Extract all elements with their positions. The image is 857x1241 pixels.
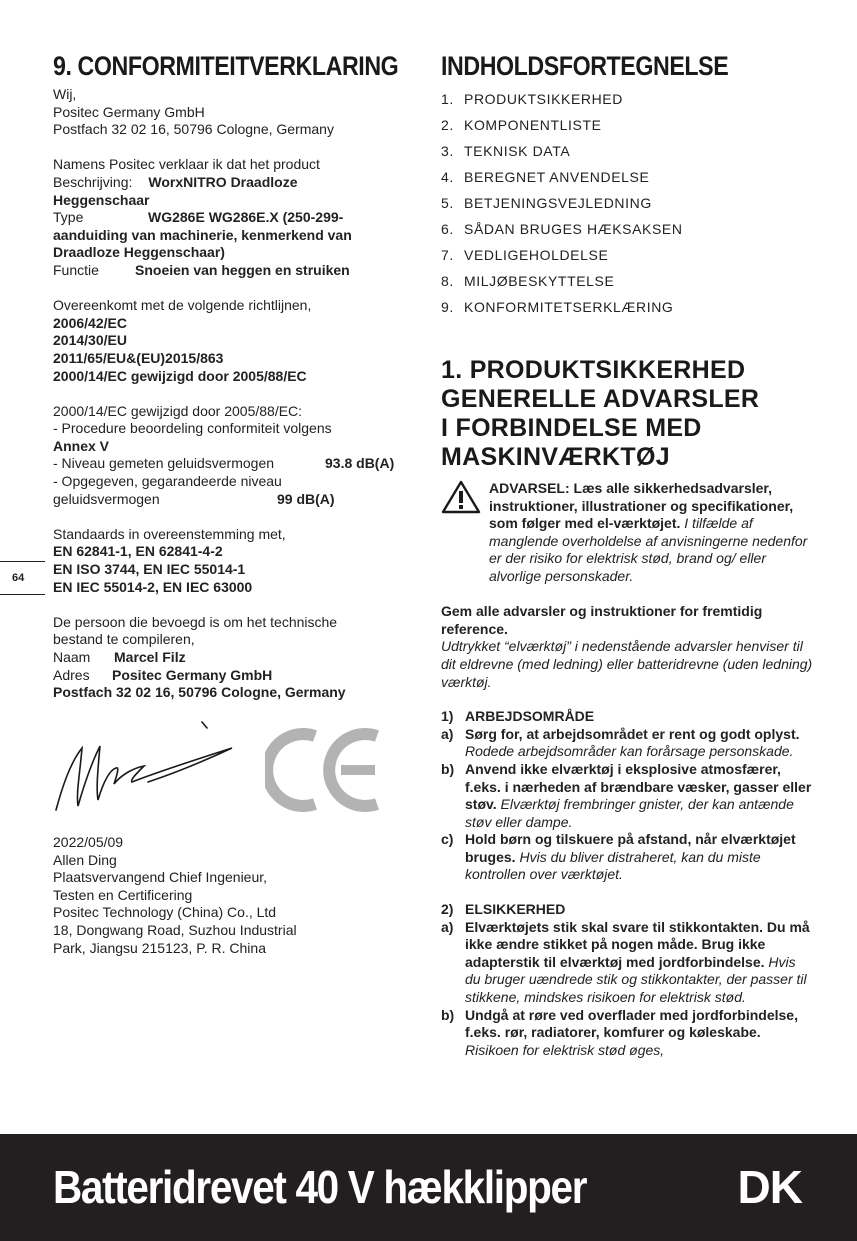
item-letter: b) [441, 1006, 455, 1023]
item-bold-text: Sørg for, at arbejdsområdet er rent og godt oplyst. [465, 725, 800, 742]
subsection-title: ELSIKKERHED [465, 901, 566, 918]
keep-instructions-text: Gem alle advarsler og instruktioner for fremtidig reference. [441, 603, 763, 637]
section-heading [441, 356, 813, 472]
name-value: Marcel Filz [114, 649, 186, 665]
person-intro: bestand te compileren, [53, 631, 195, 648]
sign-name: Allen Ding [53, 851, 117, 868]
list-item [441, 831, 813, 884]
toc-title: MILJØBESKYTTELSE [464, 273, 615, 289]
directive: 2006/42/EC [53, 314, 127, 331]
sign-company: Positec Technology (China) Co., Ltd [53, 904, 277, 921]
toc-item[interactable] [441, 164, 813, 190]
directive: 2014/30/EU [53, 332, 127, 349]
sign-title: Plaatsvervangend Chief Ingenieur, [53, 869, 268, 886]
address-line: Positec Germany GmbH [53, 103, 205, 120]
directive: 2000/14/EC gewijzigd door 2005/88/EC [53, 367, 307, 384]
item-bold-text: Anvend ikke elværktøj i eksplosive atmosfærer, f.eks. i nærheden af brændbare væsker, gasser eller støv. [465, 760, 812, 813]
type-value: Draadloze Heggenschaar) [53, 244, 225, 261]
footer-bar [0, 1134, 857, 1241]
section-heading-line: 1. PRODUKTSIKKERHED [441, 356, 746, 384]
item-bold-text: Hold børn og tilskuere på afstand, når elværktøjet bruges. [465, 831, 796, 865]
footer-language-code: DK [737, 1161, 802, 1213]
subsection-title: ARBEJDSOMRÅDE [465, 708, 595, 725]
toc-number: 2. [441, 117, 454, 133]
directives-intro: Overeenkomt met de volgende richtlijnen, [53, 297, 312, 314]
item-italic-text: Rodede arbejdsområder kan forårsage personskade. [465, 743, 794, 760]
standard: EN IEC 55014-2, EN IEC 63000 [53, 578, 253, 595]
list-item [441, 726, 813, 761]
item-bold-text: Elværktøjets stik skal svare til stikkontakten. Du må ikke ændre stikket på nogen måde. Brug ikke adapterstik til elværktøj med jordforbindelse. [465, 918, 810, 970]
noise-guaranteed-label: geluidsvermogen [53, 490, 160, 507]
noise-intro: 2000/14/EC gewijzigd door 2005/88/EC: [53, 402, 303, 419]
type-value: aanduiding van machinerie, kenmerkend van [53, 226, 352, 243]
toc-number: 7. [441, 247, 454, 263]
description-value: Heggenschaar [53, 191, 150, 208]
noise-guaranteed-row [53, 491, 418, 509]
toc-number: 9. [441, 299, 454, 315]
subsection-work-area [441, 708, 813, 726]
directive: 2011/65/EU&(EU)2015/863 [53, 349, 224, 366]
declare-text: Namens Positec verklaar ik dat het product [53, 156, 320, 173]
description-value: WorxNITRO Draadloze [148, 173, 298, 190]
standard: EN ISO 3744, EN IEC 55014-1 [53, 561, 246, 578]
safety-column [441, 52, 813, 1059]
item-italic-text: Risikoen for elektrisk stød øges, [465, 1041, 665, 1058]
noise-annex: Annex V [53, 437, 110, 454]
toc-heading: INDHOLDSFORTEGNELSE [441, 51, 729, 81]
subsection-electrical-safety [441, 901, 813, 919]
declaration-column [53, 52, 418, 702]
type-row [53, 209, 418, 227]
toc-number: 5. [441, 195, 454, 211]
toc-item[interactable] [441, 86, 813, 112]
toc-item[interactable] [441, 242, 813, 268]
toc-title: TEKNISK DATA [464, 143, 571, 159]
item-bold-text: Undgå at røre ved overflader med jordforbindelse, f.eks. rør, radiatorer, komfurer og køleskabe. [465, 1006, 798, 1041]
noise-measured-value: 93.8 dB(A) [325, 455, 395, 472]
section-heading-line: GENERELLE ADVARSLER [441, 385, 760, 413]
noise-guaranteed-label: - Opgegeven, gegarandeerde niveau [53, 473, 282, 490]
adres-label: Adres [53, 666, 90, 683]
toc-item[interactable] [441, 216, 813, 242]
toc-number: 8. [441, 273, 454, 289]
term-definition-text: Udtrykket “elværktøj” i nedenstående advarsler henviser til dit eldrevne (med ledning) eller batteridrevne (uden ledning) værktøj. [441, 638, 813, 690]
list-item [441, 761, 813, 831]
warning-triangle-icon [441, 480, 481, 514]
toc-number: 3. [441, 143, 454, 159]
sign-address: 18, Dongwang Road, Suzhou Industrial [53, 921, 297, 938]
toc-title: PRODUKTSIKKERHED [464, 91, 623, 107]
toc-title: BEREGNET ANVENDELSE [464, 169, 650, 185]
item-letter: b) [441, 760, 455, 777]
item-italic-text: Elværktøj frembringer gnister, der kan antænde støv eller dampe. [465, 796, 794, 830]
type-label: Type [53, 209, 84, 226]
type-value: WG286E WG286E.X (250-299- [148, 209, 344, 226]
toc-number: 4. [441, 169, 454, 185]
warning-bold-text: ADVARSEL: Læs alle sikkerhedsadvarsler, instruktioner, illustrationer og specifikationer, som følger med el-værktøjet. [489, 480, 794, 532]
item-italic-text: Hvis du bliver distraheret, kan du miste kontrollen over værktøjet. [465, 848, 761, 883]
item-italic-text: Hvis du bruger uændrede stik og stikkontakter, der passer til stikkene, mindskes risikoen for elektrisk stød. [465, 953, 807, 1006]
name-label: Naam [53, 649, 91, 665]
adres-value: Postfach 32 02 16, 50796 Cologne, Germany [53, 684, 346, 701]
toc-title: VEDLIGEHOLDELSE [464, 247, 609, 263]
list-item [441, 1007, 813, 1060]
name-row [53, 649, 418, 667]
toc-item[interactable] [441, 294, 813, 320]
page-number: 64 [0, 561, 45, 595]
toc-title: BETJENINGSVEJLEDNING [464, 195, 652, 211]
footer-title: Batteridrevet 40 V hækklipper [53, 1161, 587, 1213]
noise-procedure: - Procedure beoordeling conformiteit volgens [53, 420, 332, 437]
signature-image [52, 718, 242, 818]
standard: EN 62841-1, EN 62841-4-2 [53, 543, 223, 560]
item-letter: a) [441, 725, 454, 742]
sign-address: Park, Jiangsu 215123, P. R. China [53, 939, 266, 956]
address-line: Wij, [53, 86, 77, 102]
table-of-contents [441, 86, 813, 320]
toc-title: SÅDAN BRUGES HÆKSAKSEN [464, 221, 683, 237]
signatory-block [53, 834, 393, 957]
function-label: Functie [53, 261, 99, 278]
section-heading-line: I FORBINDELSE MED [441, 414, 702, 442]
toc-item[interactable] [441, 190, 813, 216]
toc-title: KOMPONENTLISTE [464, 117, 602, 133]
noise-measured-label: - Niveau gemeten geluidsvermogen [53, 455, 275, 472]
section-heading-line: MASKINVÆRKTØJ [441, 443, 670, 471]
adres-row [53, 667, 418, 685]
warning-block [441, 480, 813, 586]
declaration-heading: 9. CONFORMITEITVERKLARING [53, 51, 399, 81]
toc-number: 6. [441, 221, 454, 237]
list-item [441, 919, 813, 1007]
sign-dept: Testen en Certificering [53, 886, 193, 903]
toc-item[interactable] [441, 268, 813, 294]
function-row [53, 262, 418, 280]
adres-value: Positec Germany GmbH [112, 666, 273, 683]
noise-guaranteed-value: 99 dB(A) [277, 490, 335, 507]
ce-mark-logo [265, 728, 385, 812]
noise-measured-row [53, 455, 418, 473]
sign-date: 2022/05/09 [53, 834, 124, 850]
toc-title: KONFORMITETSERKLÆRING [464, 299, 674, 315]
subsection-number: 2) [441, 901, 454, 918]
description-label: Beschrijving: [53, 173, 133, 190]
warning-italic-text: I tilfælde af manglende overholdelse af anvisningerne nedenfor er der risiko for elektrisk stød, brand og/ eller alvorlige personskader. [489, 515, 808, 584]
description-row [53, 174, 418, 192]
item-letter: c) [441, 831, 454, 848]
function-value: Snoeien van heggen en struiken [135, 261, 350, 278]
toc-item[interactable] [441, 138, 813, 164]
person-intro: De persoon die bevoegd is om het technische [53, 613, 338, 630]
toc-item[interactable] [441, 112, 813, 138]
item-letter: a) [441, 918, 454, 935]
toc-number: 1. [441, 91, 454, 107]
subsection-number: 1) [441, 708, 454, 725]
standards-intro: Standaards in overeenstemming met, [53, 525, 286, 542]
address-line: Postfach 32 02 16, 50796 Cologne, Germany [53, 121, 334, 138]
